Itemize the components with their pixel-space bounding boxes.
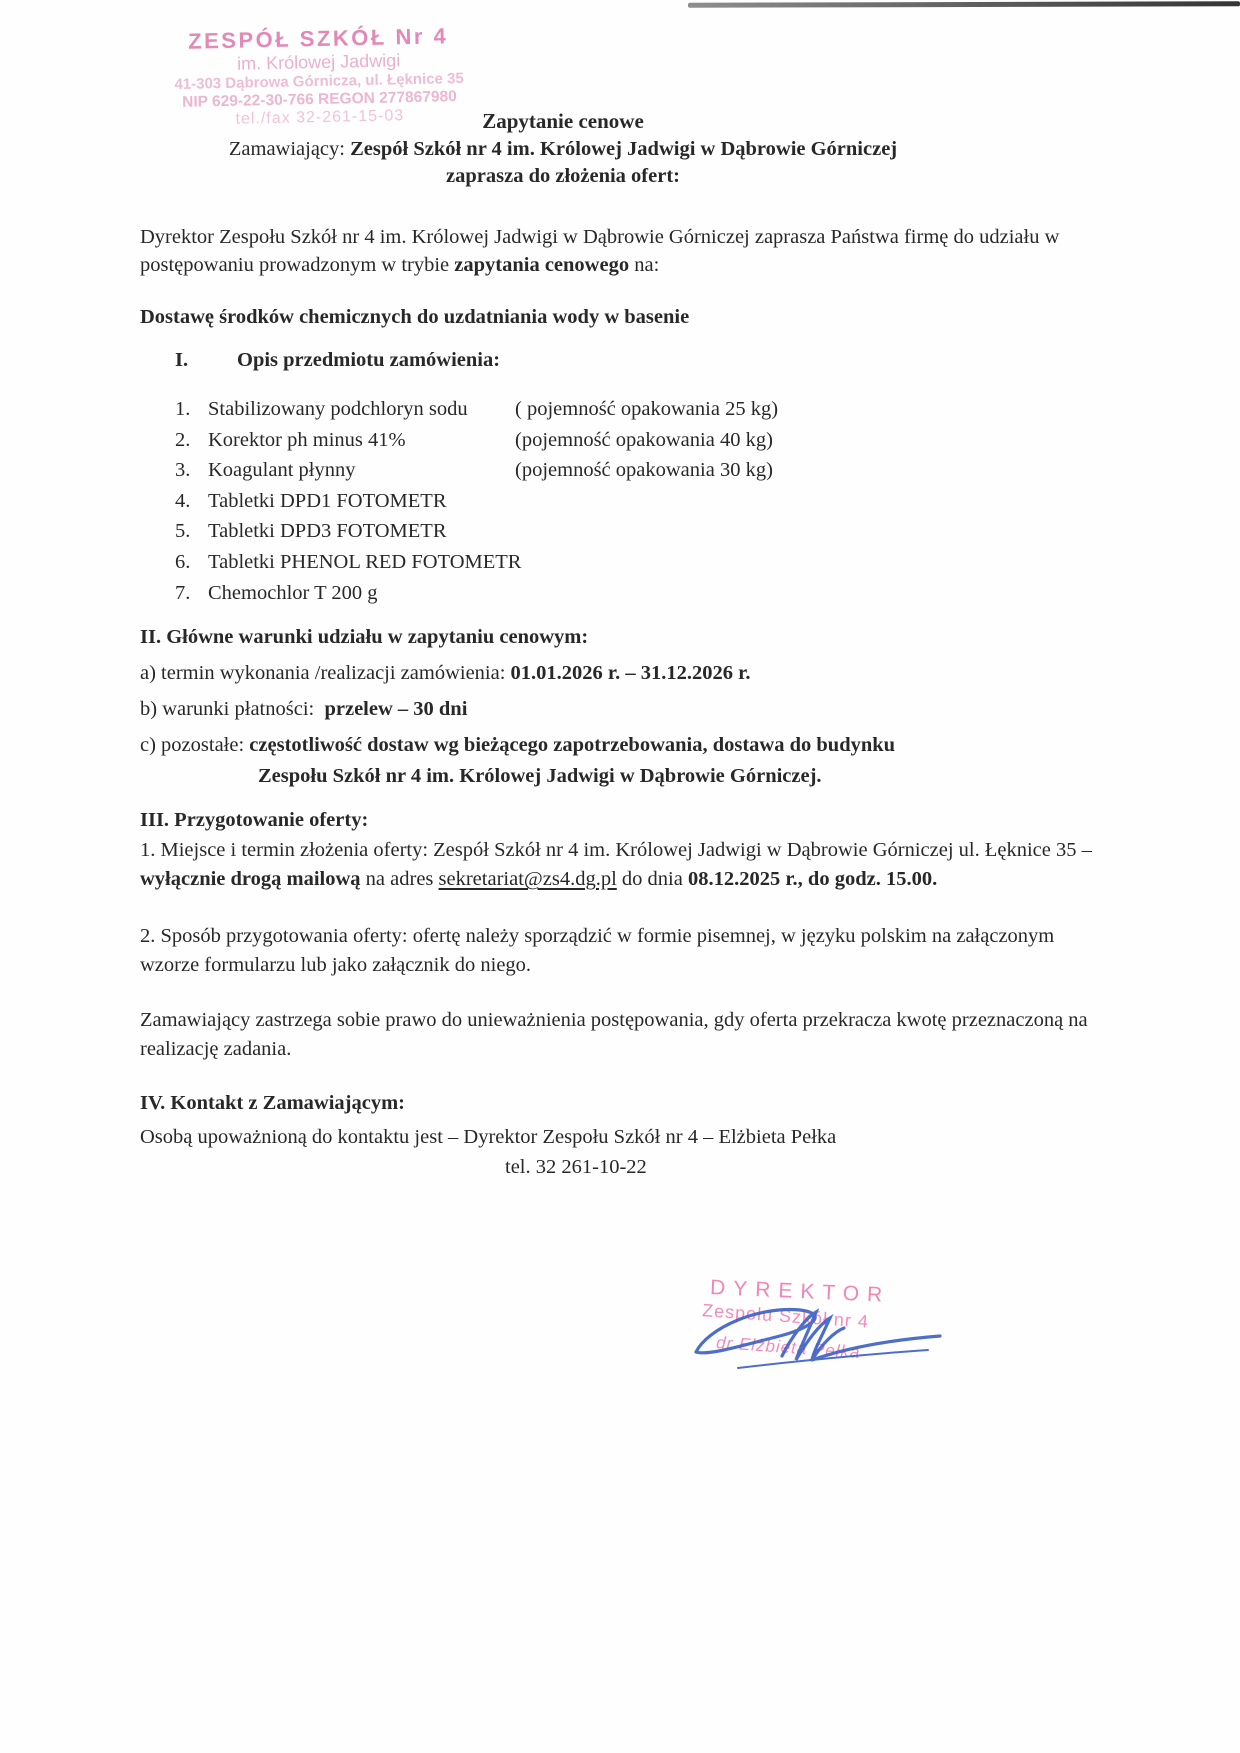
ordering-party-line	[0, 136, 1126, 164]
item-c-value-line2: Zespołu Szkół nr 4 im. Królowej Jadwigi w Dąbrowie Górniczej.	[258, 765, 822, 787]
list-item-name: Tabletki DPD1 FOTOMETR	[208, 489, 447, 512]
signature-area	[688, 1272, 988, 1402]
list-item-note: (pojemność opakowania 40 kg)	[515, 428, 773, 451]
item-b-label: b) warunki płatności:	[140, 698, 315, 720]
stamp-nip-regon: NIP 629-22-30-766 REGON 277867980	[182, 87, 457, 111]
list-item-name: Tabletki DPD3 FOTOMETR	[208, 520, 447, 543]
stamp-patron: im. Królowej Jadwigi	[236, 50, 401, 74]
intro-tail: na:	[629, 253, 660, 276]
list-item	[175, 582, 1075, 613]
section3	[140, 806, 1098, 1065]
list-item-name: Stabilizowany podchloryn sodu	[208, 398, 468, 420]
item-b-value: przelew – 30 dni	[324, 698, 468, 720]
section2-item-b	[140, 694, 1098, 725]
p1-bold: wyłącznie drogą mailową	[140, 868, 361, 890]
section2-heading: II. Główne warunki udziału w zapytaniu cenowym:	[140, 626, 589, 648]
page-title: Zapytanie cenowe	[482, 109, 644, 133]
item-c-value-line1: częstotliwość dostaw wg bieżącego zapotrzebowania, dostawa do budynku	[249, 734, 896, 756]
list-item-number: 6.	[175, 550, 191, 573]
list-item-note: (pojemność opakowania 30 kg)	[515, 459, 773, 482]
director-stamp-title: DYREKTOR	[709, 1276, 891, 1307]
section4-heading: IV. Kontakt z Zamawiającym:	[140, 1092, 405, 1114]
section2	[140, 622, 1098, 792]
list-item	[175, 429, 1075, 460]
section2-item-a	[140, 658, 1098, 689]
handwritten-signature	[678, 1290, 958, 1400]
section1-numeral: I.	[175, 349, 189, 371]
list-item-number: 4.	[175, 489, 191, 512]
invitation-line: zaprasza do złożenia ofert:	[446, 165, 680, 187]
director-stamp-person: dr Elżbieta Pełka	[715, 1332, 862, 1363]
stamp-phone: tel./fax 32-261-15-03	[235, 107, 405, 128]
list-item-note: ( pojemność opakowania 25 kg)	[515, 398, 779, 420]
list-item-number: 7.	[175, 581, 191, 604]
list-item	[175, 459, 1075, 490]
section1-heading-text: Opis przedmiotu zamówienia:	[237, 349, 501, 371]
p1-after: do dnia	[616, 868, 683, 890]
contact-phone-line: tel. 32 261-10-22	[505, 1156, 647, 1178]
list-item	[175, 520, 1075, 551]
section3-paragraph3: Zamawiający zastrzega sobie prawo do unieważnienia postępowania, gdy oferta przekracza kwotę przeznaczoną na realizację zadania.	[140, 1008, 1088, 1060]
list-item	[175, 398, 1075, 429]
list-item-name: Korektor ph minus 41%	[208, 428, 406, 451]
section2-item-c	[140, 730, 1098, 792]
list-item-name: Chemochlor T 200 g	[208, 581, 378, 604]
intro-text: Dyrektor Zespołu Szkół nr 4 im. Królowej Jadwigi w Dąbrowie Górniczej zaprasza Państwa firmę do udziału w postępowaniu prowadzonym w trybie	[140, 226, 1060, 276]
scan-artifact-line	[688, 1, 1240, 7]
intro-paragraph	[140, 224, 1098, 279]
p1-text: 1. Miejsce i termin złożenia oferty: Zespół Szkół nr 4 im. Królowej Jadwigi w Dąbrowie Górniczej ul. Łęknice 35 –	[140, 838, 1092, 861]
intro-bold: zapytania cenowego	[454, 253, 630, 276]
stamp-address: 41-303 Dąbrowa Górnicza, ul. Łęknice 35	[174, 70, 464, 94]
section3-heading: III. Przygotowanie oferty:	[140, 809, 369, 831]
ordering-party-label: Zamawiający:	[228, 137, 345, 160]
item-a-value: 01.01.2026 r. – 31.12.2026 r.	[510, 662, 751, 684]
stamp-school-name: ZESPÓŁ SZKÓŁ Nr 4	[187, 23, 449, 54]
list-item-number: 3.	[175, 459, 191, 482]
section3-paragraph1	[140, 836, 1098, 895]
subject-title: Dostawę środków chemicznych do uzdatniania wody w basenie	[140, 306, 690, 328]
section4	[140, 1088, 1098, 1182]
director-stamp-org: Zespołu Szkół nr 4	[701, 1300, 870, 1332]
item-a-label: a) termin wykonania /realizacji zamówienia:	[140, 662, 506, 684]
ordering-party-value: Zespół Szkół nr 4 im. Królowej Jadwigi w Dąbrowie Górniczej	[350, 137, 898, 160]
p1-deadline: 08.12.2025 r., do godz. 15.00.	[687, 868, 938, 890]
p1-mid: na adres	[365, 868, 434, 890]
list-item	[175, 551, 1075, 582]
list-item-number: 1.	[175, 398, 191, 420]
email-link[interactable]: sekretariat@zs4.dg.pl	[438, 868, 617, 890]
list-item	[175, 490, 1075, 521]
list-item-number: 2.	[175, 428, 191, 451]
list-item-name: Koagulant płynny	[208, 459, 356, 482]
product-list	[175, 398, 1075, 612]
list-item-number: 5.	[175, 520, 191, 543]
document-header	[0, 108, 1126, 191]
list-item-name: Tabletki PHENOL RED FOTOMETR	[208, 550, 522, 573]
section3-paragraph2: 2. Sposób przygotowania oferty: ofertę należy sporządzić w formie pisemnej, w języku polskim na załączonym wzorze formularzu lub jako załącznik do niego.	[140, 924, 1055, 976]
item-c-label: c) pozostałe:	[140, 734, 245, 756]
section1-heading	[175, 346, 1133, 374]
contact-person-line: Osobą upoważnioną do kontaktu jest – Dyrektor Zespołu Szkół nr 4 – Elżbieta Pełka	[140, 1126, 837, 1148]
